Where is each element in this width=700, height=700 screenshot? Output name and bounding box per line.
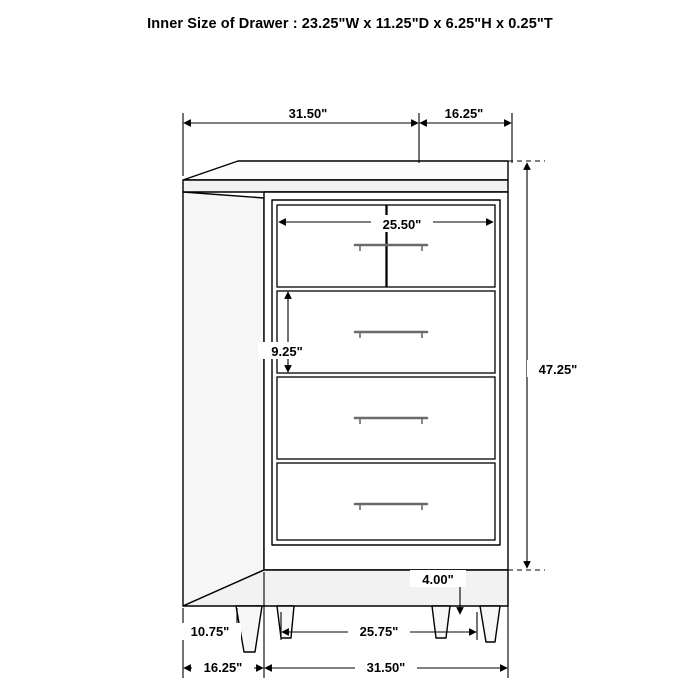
dim-label-base-depth: 16.25" xyxy=(203,660,243,675)
page-title: Inner Size of Drawer : 23.25"W x 11.25"D x 6.25"H x 0.25"T xyxy=(147,16,553,32)
dim-label-base-side: 10.75" xyxy=(190,624,230,639)
dim-label-base-width: 31.50" xyxy=(366,660,406,675)
drawer-front xyxy=(277,463,495,540)
dim-label-top-width: 31.50" xyxy=(288,106,328,121)
chest-leg xyxy=(480,606,500,642)
chest-top-surface xyxy=(183,161,508,180)
chest-top-edge xyxy=(183,180,508,192)
dim-label-overall-height: 47.25" xyxy=(538,362,578,377)
dim-label-drawer-width: 25.50" xyxy=(382,217,422,232)
dim-label-base-inner-width: 25.75" xyxy=(359,624,399,639)
dim-label-top-depth: 16.25" xyxy=(444,106,484,121)
chest-leg xyxy=(432,606,450,638)
chest-leg xyxy=(277,606,294,638)
dim-label-leg-height: 4.00" xyxy=(422,572,454,587)
drawer-fronts xyxy=(277,205,495,540)
chest-side-panel xyxy=(183,192,264,606)
dim-label-drawer-height: 9.25" xyxy=(271,344,303,359)
